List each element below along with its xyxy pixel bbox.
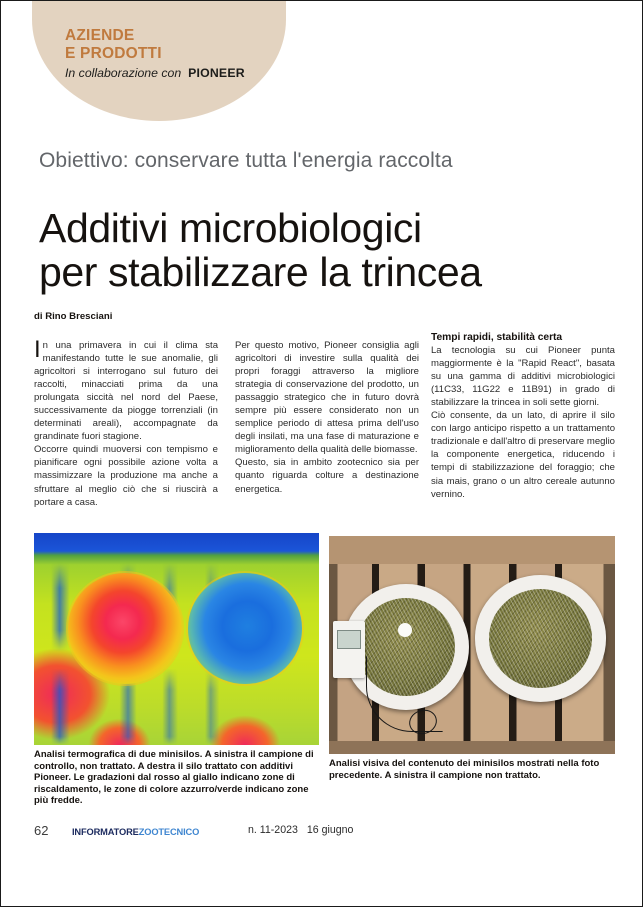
figure-caption: Analisi visiva del contenuto dei minisilos mostrati nella foto precedente. A sinistra il campione non trattato. [329,758,600,781]
thermal-cold-silo [188,573,302,683]
collaboration-note [65,66,325,80]
thermometer-display [337,630,361,649]
pallet-top-board [329,536,615,564]
thermometer-device [333,621,364,678]
collaboration-prefix: In collaborazione con [65,66,182,80]
paragraph: Occorre quindi muoversi con tempismo e pianificare ogni possibile azione volta a massimizzare la produzione ma anche a sfruttare al meglio ciò che si riuscirà a portare a casa. [34,444,218,508]
paragraph: Questo, sia in ambito zootecnico sia per quanto riguarda colture a destinazione energetica. [235,457,419,495]
paragraph: La tecnologia su cui Pioneer punta maggiormente è la "Rapid React", basata su una gamma di additivi microbiologici (11C33, 11G22 e 11B91) in grado di stabilizzare la trincea in soli sette giorni. [431,345,615,409]
figure-thermographic [34,533,319,807]
page-title [39,206,619,294]
masthead-part-2: ZOOTECNICO [138,827,200,837]
thermographic-image [34,533,319,745]
section-badge-text [65,27,325,80]
figure-visual-analysis [329,536,615,781]
bucket-treated [475,575,607,701]
issue-info [248,824,353,836]
silage-photo [329,536,615,754]
issue-number: n. 11-2023 [248,824,298,836]
issue-date: 16 giugno [306,824,354,836]
body-column-2 [235,339,419,496]
paragraph: Per questo motivo, Pioneer consiglia agli agricoltori di investire sulla qualità dei propri foraggi attraverso la migliore strategia di conservazione del prodotto, un passaggio strategico che in futuro dovrà sempre più essere considerato non un semplice periodo di attesa prima dell'uso degli insilati, ma una fase di maturazione e miglioramento della qualità delle biomasse. [235,340,419,456]
paragraph: In una primavera in cui il clima sta manifestando tutte le sue anomalie, gli agricoltori si interrogano sul futuro dei raccolti, minacciati prima da una prolungata siccità nel nord del Paese, successivamente da piogge torrenziali (in determinati areali), accompagnate da grandinate fuori stagione. [34,336,218,443]
section-badge-line2: E PRODOTTI [65,44,162,62]
section-badge-line1: AZIENDE [65,27,135,44]
masthead-part-1: INFORMATORE [72,827,139,837]
collaboration-brand: PIONEER [188,66,245,80]
masthead-logo [72,827,199,837]
body-column-3 [431,331,615,501]
body-column-1 [34,336,218,509]
page-number: 62 [34,823,49,838]
headline-line-2: per stabilizzare la trincea [39,249,482,296]
figure-caption: Analisi termografica di due minisilos. A sinistra il campione di controllo, non trattato. A destra il silo trattato con additivi Pioneer. Le gradazioni dal rosso al giallo indicano zone di riscaldamento, le zone di colore azzurro/verde indicano zone più fredde. [34,749,314,807]
article-byline: di Rino Bresciani [34,311,113,322]
pallet-bottom-board [329,741,615,754]
headline-line-1: Additivi microbiologici [39,205,422,252]
paragraph: Ciò consente, da un lato, di aprire il silo con largo anticipo rispetto a un trattamento tradizionale e dall'altro di preservare meglio la componente energetica, riducendo i tempi di stabilizzazione del foraggio; che sia mais, grano o un altro cereale autunno vernino. [431,410,615,500]
section-subheading: Tempi rapidi, stabilità certa [431,332,563,343]
article-kicker: Obiettivo: conservare tutta l'energia raccolta [39,149,453,172]
thermal-hot-silo [68,573,182,683]
